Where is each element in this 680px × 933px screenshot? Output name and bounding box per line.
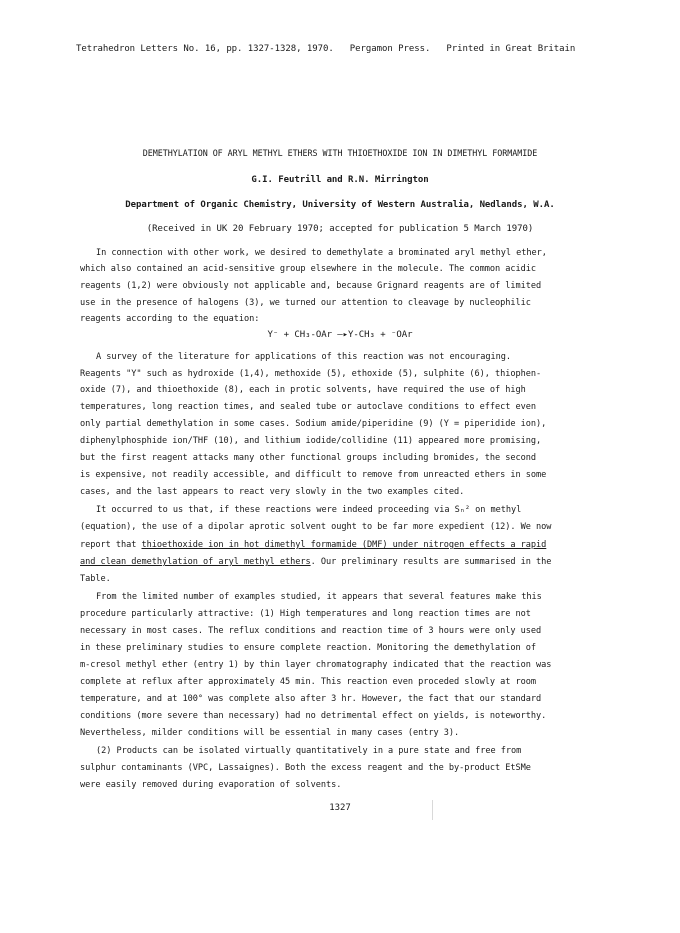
page-number: 1327 xyxy=(329,803,351,813)
para1-line: use in the presence of halogens (3), we turned our attention to cleavage by nucleophilic xyxy=(80,298,531,308)
para3-line: (equation), the use of a dipolar aprotic solvent ought to be far more expedient (12). We now xyxy=(80,522,552,532)
para3-line: It occurred to us that, if these reactions were indeed proceeding via Sₙ² on methyl xyxy=(96,505,522,515)
received-date: (Received in UK 20 February 1970; accepted for publication 5 March 1970) xyxy=(146,224,534,234)
para2-line: temperatures, long reaction times, and sealed tube or autoclave conditions to effect even xyxy=(80,402,537,412)
para4-line: Nevertheless, milder conditions will be essential in many cases (entry 3). xyxy=(80,728,460,738)
para1-line: reagents according to the equation: xyxy=(80,314,260,324)
para3-line: Table. xyxy=(80,574,111,584)
scan-mark xyxy=(432,800,433,820)
para4-line: temperature, and at 100° was complete also after 3 hr. However, the fact that our standard xyxy=(80,694,542,704)
para2-line: cases, and the last appears to react very slowly in the two examples cited. xyxy=(80,487,465,497)
para3-line xyxy=(80,540,604,550)
para3-line xyxy=(80,557,604,567)
para4-line: conditions (more severe than necessary) had no detrimental effect on yields, is noteworthy. xyxy=(80,711,547,721)
para4-line: necessary in most cases. The reflux conditions and reaction time of 3 hours were only used xyxy=(80,626,542,636)
running-header: Tetrahedron Letters No. 16, pp. 1327-1328, 1970. Pergamon Press. Printed in Great Britain xyxy=(76,44,576,54)
para5-line: were easily removed during evaporation of solvents. xyxy=(80,780,342,790)
para3-text: report that xyxy=(80,540,142,550)
para5-line: (2) Products can be isolated virtually quantitatively in a pure state and free from xyxy=(96,746,522,756)
para3-text: . Our preliminary results are summarised in the xyxy=(310,557,552,567)
reaction-equation: Y⁻ + CH₃-OAr —▸Y-CH₃ + ⁻OAr xyxy=(267,330,413,340)
authors: G.I. Feutrill and R.N. Mirrington xyxy=(251,175,429,185)
underlined-statement: and clean demethylation of aryl methyl ethers xyxy=(80,557,311,567)
para1-line: reagents (1,2) were obviously not applicable and, because Grignard reagents are of limited xyxy=(80,281,542,291)
underlined-statement: thioethoxide ion in hot dimethyl formamide (DMF) under nitrogen effects a rapid xyxy=(141,540,547,550)
para2-line: A survey of the literature for applications of this reaction was not encouraging. xyxy=(96,352,512,362)
para1-line: In connection with other work, we desired to demethylate a brominated aryl methyl ether, xyxy=(96,248,547,258)
article-title: DEMETHYLATION OF ARYL METHYL ETHERS WITH THIOETHOXIDE ION IN DIMETHYL FORMAMIDE xyxy=(142,148,538,158)
para2-line: oxide (7), and thioethoxide (8), each in protic solvents, have required the use of high xyxy=(80,385,526,395)
para2-line: diphenylphosphide ion/THF (10), and lithium iodide/collidine (11) appeared more promising, xyxy=(80,436,542,446)
affiliation: Department of Organic Chemistry, University of Western Australia, Nedlands, W.A. xyxy=(125,200,555,210)
para1-line: which also contained an acid-sensitive group elsewhere in the molecule. The common acidic xyxy=(80,264,537,274)
para4-line: complete at reflux after approximately 45 min. This reaction even proceded slowly at room xyxy=(80,677,537,687)
para5-line: sulphur contaminants (VPC, Lassaignes). Both the excess reagent and the by-product EtSMe xyxy=(80,763,531,773)
para2-line: but the first reagent attacks many other functional groups including bromides, the second xyxy=(80,453,537,463)
para2-line: is expensive, not readily accessible, and difficult to remove from unreacted ethers in some xyxy=(80,470,547,480)
para4-line: From the limited number of examples studied, it appears that several features make this xyxy=(96,592,542,602)
para4-line: procedure particularly attractive: (1) High temperatures and long reaction times are not xyxy=(80,609,531,619)
para4-line: m-cresol methyl ether (entry 1) by thin layer chromatography indicated that the reaction was xyxy=(80,660,552,670)
para2-line: Reagents "Y" such as hydroxide (1,4), methoxide (5), ethoxide (5), sulphite (6), thiophen- xyxy=(80,369,542,379)
para4-line: in these preliminary studies to ensure complete reaction. Monitoring the demethylation of xyxy=(80,643,537,653)
para2-line: only partial demethylation in some cases. Sodium amide/piperidine (9) (Y = piperidide ion), xyxy=(80,419,547,429)
